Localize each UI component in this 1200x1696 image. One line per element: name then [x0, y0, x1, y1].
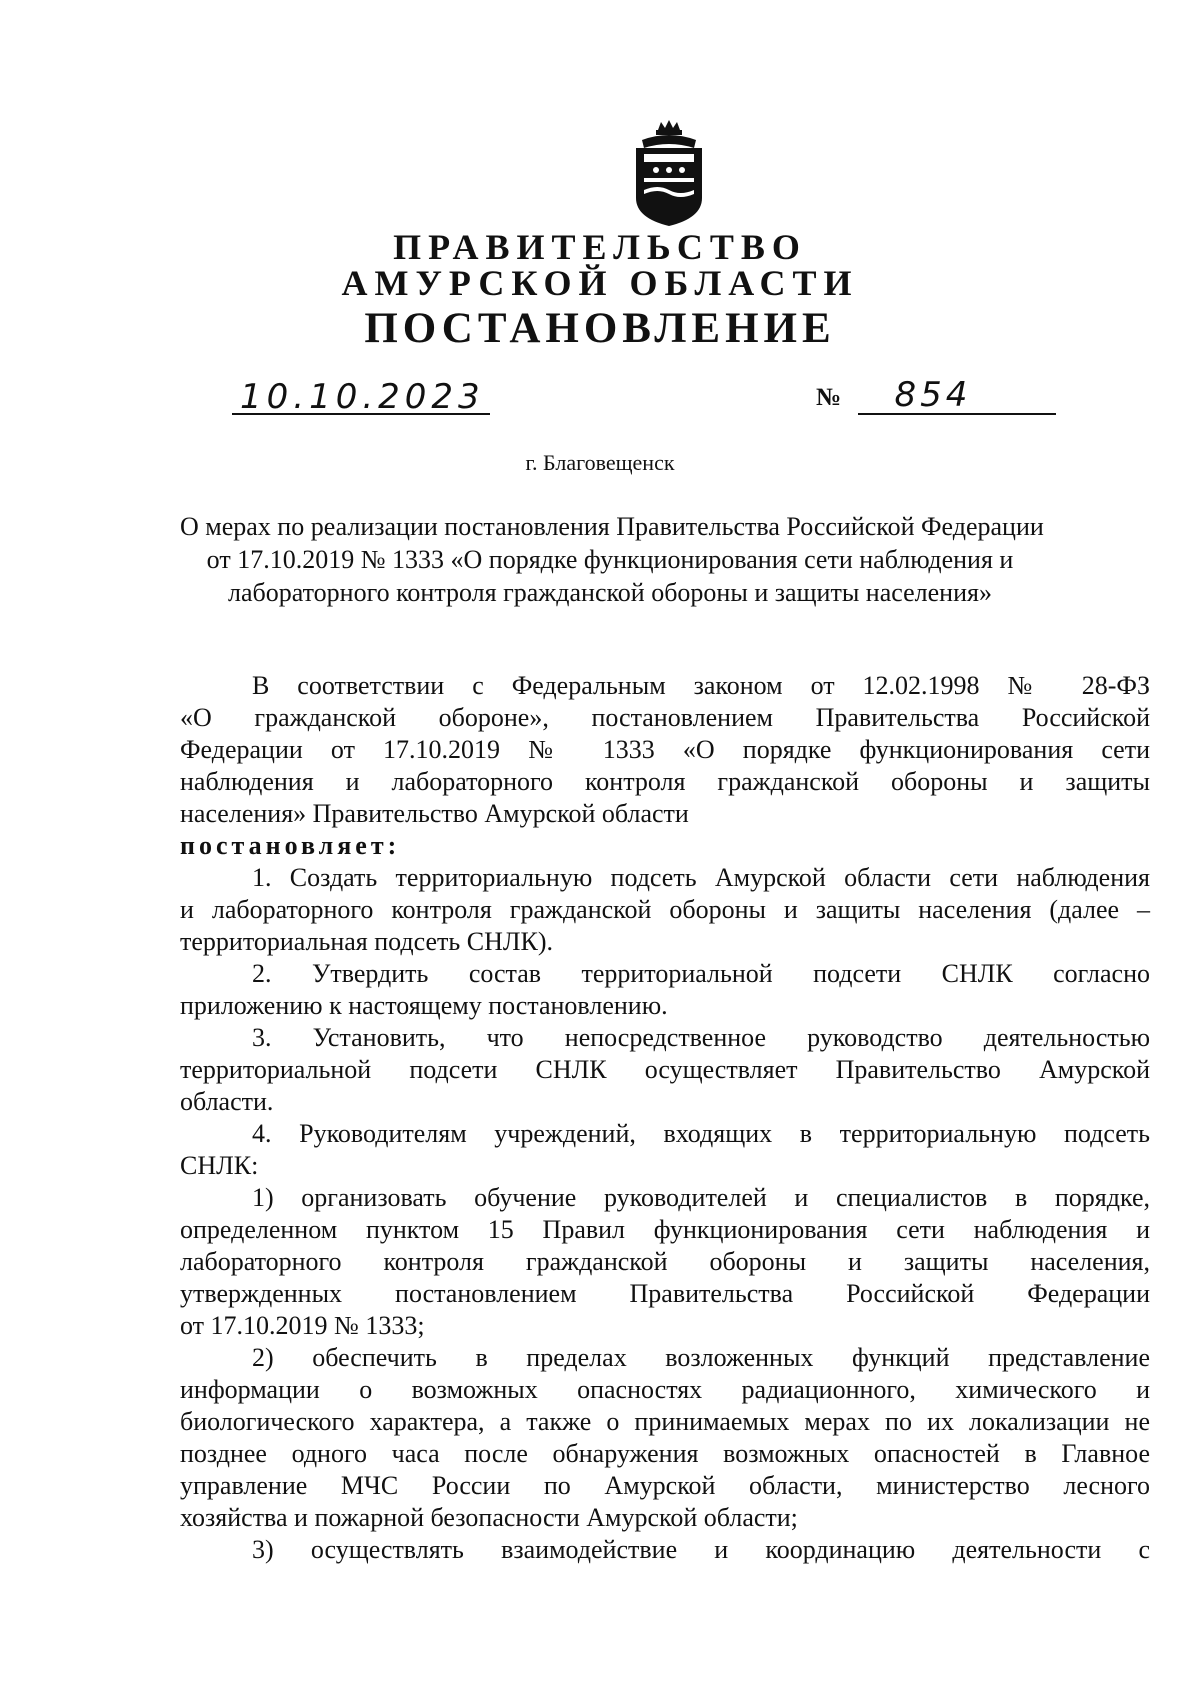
date-underline [232, 413, 490, 415]
city-name: г. Благовещенск [525, 450, 675, 475]
preamble-line: «О гражданской обороне», постановлением Правительства Российской [180, 703, 1150, 732]
document-type-heading: ПОСТАНОВЛЕНИЕ [364, 305, 836, 352]
subparagraph-4-1-line: утвержденных постановлением Правительства Российской Федерации [180, 1279, 1150, 1308]
handwritten-date: 10.10.2023 [240, 377, 485, 417]
subparagraph-4-2-line: информации о возможных опасностях радиационного, химического и [180, 1375, 1150, 1404]
organization-name-line-1: ПРАВИТЕЛЬСТВО [393, 227, 807, 267]
document-body [180, 670, 1150, 1566]
title-line: лабораторного контроля гражданской обороны и защиты населения» [228, 578, 992, 607]
paragraph-1-line: и лабораторного контроля гражданской обороны и защиты населения (далее – [180, 895, 1150, 924]
paragraph-2-line: 2. Утвердить состав территориальной подсети СНЛК согласно [252, 959, 1150, 988]
title-line: О мерах по реализации постановления Правительства Российской Федерации [180, 512, 1044, 541]
subparagraph-4-2-line: хозяйства и пожарной безопасности Амурской области; [180, 1503, 798, 1532]
subparagraph-4-1-line: от 17.10.2019 № 1333; [180, 1311, 425, 1340]
paragraph-3-line: 3. Установить, что непосредственное руководство деятельностью [252, 1023, 1150, 1052]
paragraph-4-line: СНЛК: [180, 1151, 259, 1180]
subparagraph-4-2-line: биологического характера, а также о принимаемых мерах по их локализации не [180, 1407, 1150, 1436]
preamble-line: Федерации от 17.10.2019 № 1333 «О порядке функционирования сети [180, 735, 1150, 764]
number-sign: № [816, 384, 842, 411]
paragraph-3-line: области. [180, 1087, 274, 1116]
paragraph-1-line: территориальная подсеть СНЛК). [180, 927, 554, 956]
subparagraph-4-2-line: управление МЧС России по Амурской области, министерство лесного [180, 1471, 1150, 1500]
organization-name-line-2: АМУРСКОЙ ОБЛАСТИ [341, 263, 859, 303]
document-title [180, 510, 1044, 609]
paragraph-4-line: 4. Руководителям учреждений, входящих в территориальную подсеть [252, 1119, 1150, 1148]
resolves-keyword: постановляет: [180, 831, 401, 860]
subparagraph-4-2-line: позднее одного часа после обнаружения возможных опасностей в Главное [180, 1439, 1150, 1468]
title-line: от 17.10.2019 № 1333 «О порядке функционирования сети наблюдения и [206, 545, 1014, 574]
handwritten-document-number: 854 [894, 375, 972, 415]
number-underline [858, 413, 1056, 415]
subparagraph-4-3-line: 3) осуществлять взаимодействие и координацию деятельности с [252, 1535, 1150, 1564]
paragraph-2-line: приложению к настоящему постановлению. [180, 991, 668, 1020]
subparagraph-4-2-line: 2) обеспечить в пределах возложенных функций представление [252, 1343, 1150, 1372]
subparagraph-4-1-line: лабораторного контроля гражданской обороны и защиты населения, [180, 1247, 1150, 1276]
paragraph-3-line: территориальной подсети СНЛК осуществляет Правительство Амурской [180, 1055, 1150, 1084]
amur-oblast-coat-of-arms-emblem [628, 118, 710, 228]
subparagraph-4-1-line: 1) организовать обучение руководителей и специалистов в порядке, [252, 1183, 1150, 1212]
paragraph-1-line: 1. Создать территориальную подсеть Амурской области сети наблюдения [252, 863, 1150, 892]
preamble-line: населения» Правительство Амурской области [180, 799, 689, 828]
subparagraph-4-1-line: определенном пунктом 15 Правил функционирования сети наблюдения и [180, 1215, 1150, 1244]
preamble-line: наблюдения и лабораторного контроля гражданской обороны и защиты [180, 767, 1150, 796]
preamble-line: В соответствии с Федеральным законом от 12.02.1998 № 28-ФЗ [252, 671, 1150, 700]
